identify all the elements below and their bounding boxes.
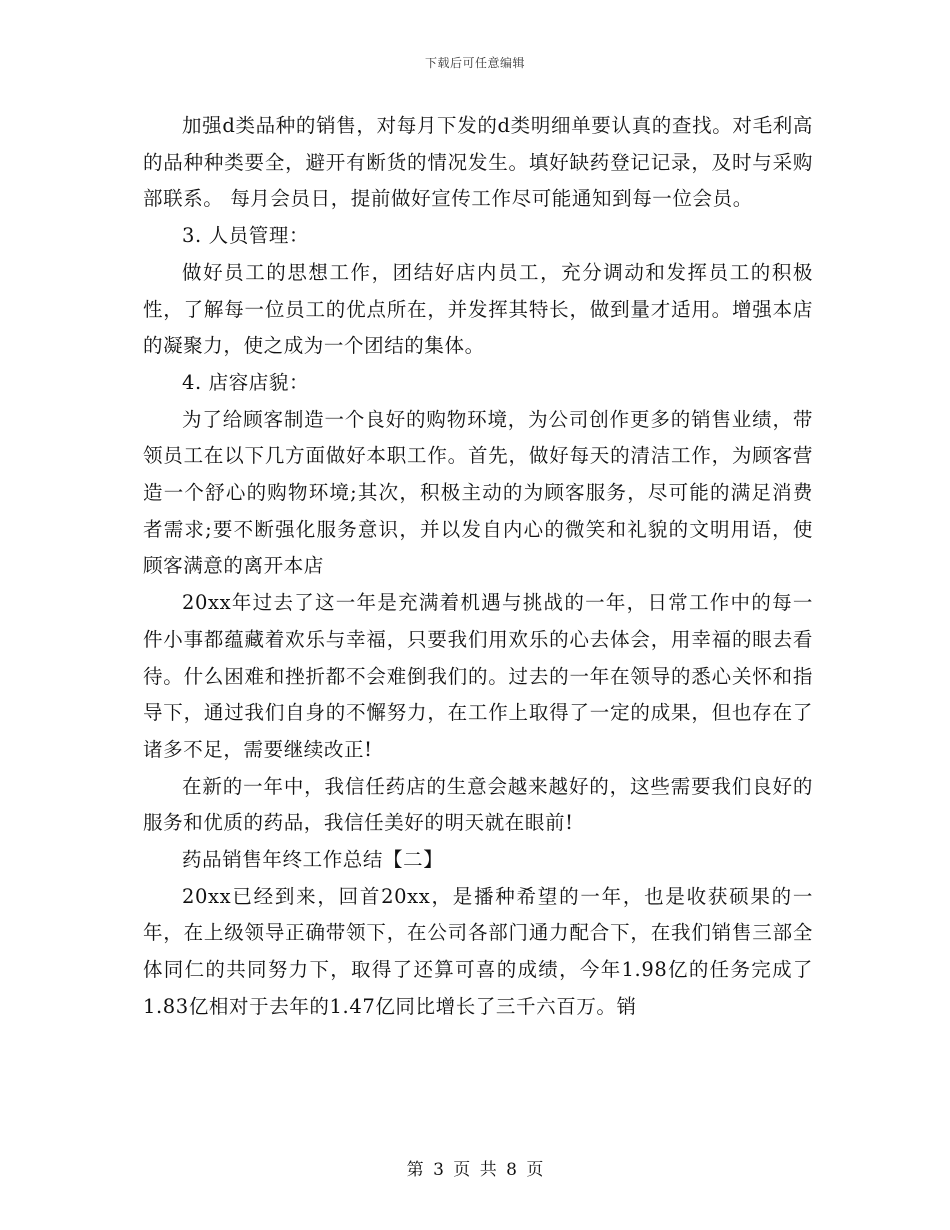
paragraph-store-appearance: 为了给顾客制造一个良好的购物环境，为公司创作更多的销售业绩，带领员工在以下几方面做好本职工作。首先，做好每天的清洁工作，为顾客营造一个舒心的购物环境;其次，积极主动的为顾客服务，尽可能的满足消费者需求;要不断强化服务意识，并以发自内心的微笑和礼貌的文明用语，使顾客满意的离开本店 xyxy=(143,407,813,578)
paragraph-d-class-sales: 加强d类品种的销售，对每月下发的d类明细单要认真的查找。对毛利高的品种种类要全，避开有断货的情况发生。填好缺药登记记录，及时与采购部联系。 每月会员日，提前做好宣传工作尽可能通知到每一位会员。 xyxy=(143,114,813,211)
document-body xyxy=(143,108,813,1026)
page-header: 下载后可任意编辑 xyxy=(424,56,525,70)
paragraph-personnel-management: 做好员工的思想工作，团结好店内员工，充分调动和发挥员工的积极性，了解每一位员工的优点所在，并发挥其特长，做到量才适用。增强本店的凝聚力，使之成为一个团结的集体。 xyxy=(143,260,813,358)
heading-personnel-management: 3. 人员管理： xyxy=(182,224,310,248)
section-title-summary-two: 药品销售年终工作总结【二】 xyxy=(182,848,444,872)
paragraph-year-review: 20xx年过去了这一年是充满着机遇与挑战的一年，日常工作中的每一件小事都蕴藏着欢乐与幸福，只要我们用欢乐的心去体会，用幸福的眼去看待。什么困难和挫折都不会难倒我们的。过去的一年在领导的悉心关怀和指导下，通过我们自身的不懈努力，在工作上取得了一定的成果，但也存在了诸多不足，需要继续改正! xyxy=(143,591,813,761)
page-number-footer: 第 3 页 共 8 页 xyxy=(406,1160,544,1180)
paragraph-sales-results: 20xx已经到来，回首20xx，是播种希望的一年，也是收获硕果的一年，在上级领导正确带领下，在公司各部门通力配合下，在我们销售三部全体同仁的共同努力下，取得了还算可喜的成绩，今年1.98亿的任务完成了1.83亿相对于去年的1.47亿同比增长了三千六百万。销 xyxy=(143,884,813,1018)
paragraph-new-year: 在新的一年中，我信任药店的生意会越来越好的，这些需要我们良好的服务和优质的药品，我信任美好的明天就在眼前! xyxy=(143,774,813,835)
heading-store-appearance: 4. 店容店貌： xyxy=(182,370,310,394)
